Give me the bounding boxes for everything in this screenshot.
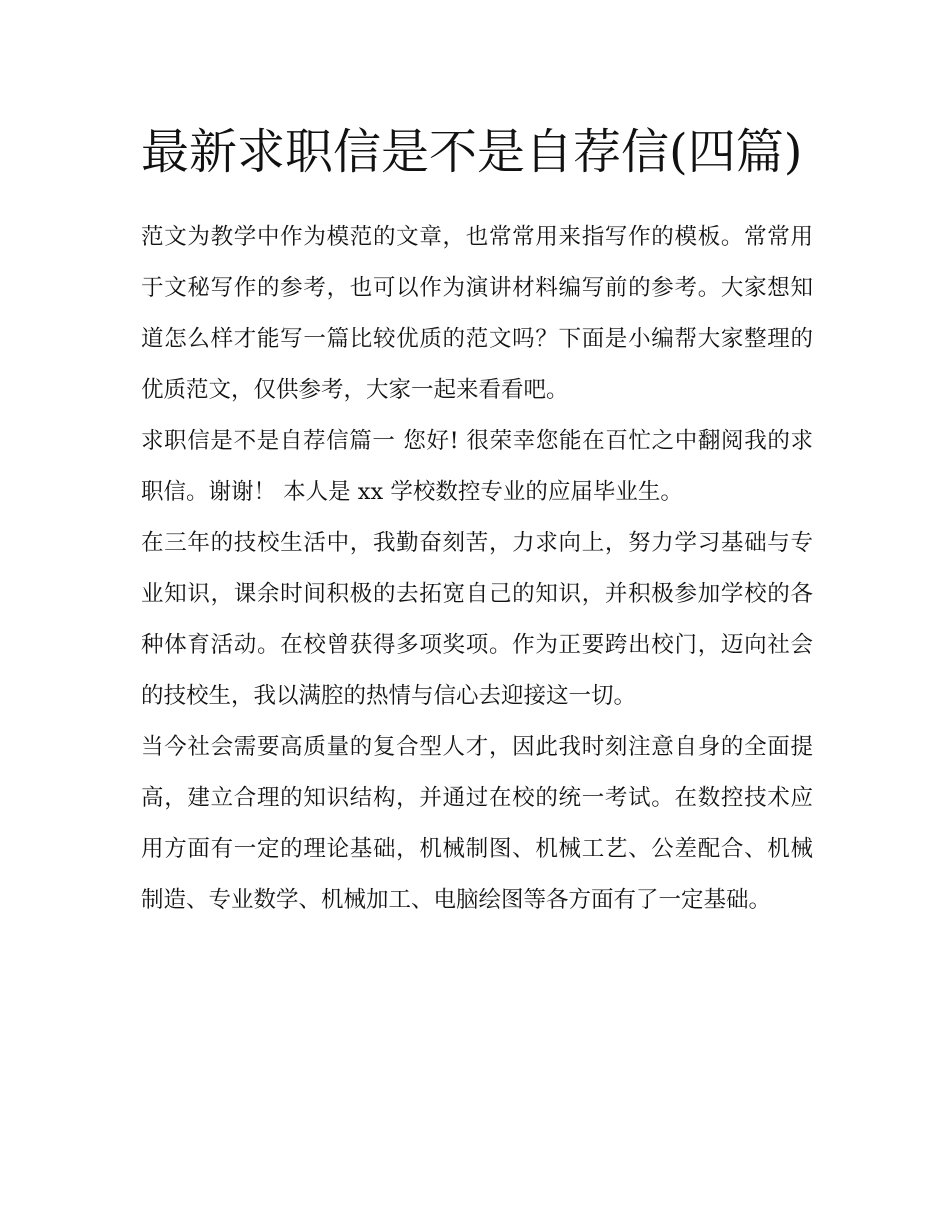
document-page (141, 112, 813, 926)
document-body (141, 212, 813, 926)
paragraph-intro: 范文为教学中作为模范的文章，也常常用来指写作的模板。常常用于文秘写作的参考，也可以作为演讲材料编写前的参考。大家想知道怎么样才能写一篇比较优质的范文吗？下面是小编帮大家整理的优质范文，仅供参考，大家一起来看看吧。 (141, 224, 813, 403)
paragraph-letter-opening: 求职信是不是自荐信篇一 您好! 很荣幸您能在百忙之中翻阅我的求职信。谢谢！ 本人是 xx 学校数控专业的应届毕业生。 (141, 428, 813, 505)
paragraph-school-life: 在三年的技校生活中，我勤奋刻苦，力求向上，努力学习基础与专业知识，课余时间积极的去拓宽自己的知识，并积极参加学校的各种体育活动。在校曾获得多项奖项。作为正要跨出校门，迈向社会的技校生，我以满腔的热情与信心去迎接这一切。 (141, 530, 813, 709)
paragraph-skills: 当今社会需要高质量的复合型人才，因此我时刻注意自身的全面提高，建立合理的知识结构，并通过在校的统一考试。在数控技术应用方面有一定的理论基础，机械制图、机械工艺、公差配合、机械制造、专业数学、机械加工、电脑绘图等各方面有了一定基础。 (141, 734, 813, 913)
document-title: 最新求职信是不是自荐信(四篇) (141, 124, 803, 180)
